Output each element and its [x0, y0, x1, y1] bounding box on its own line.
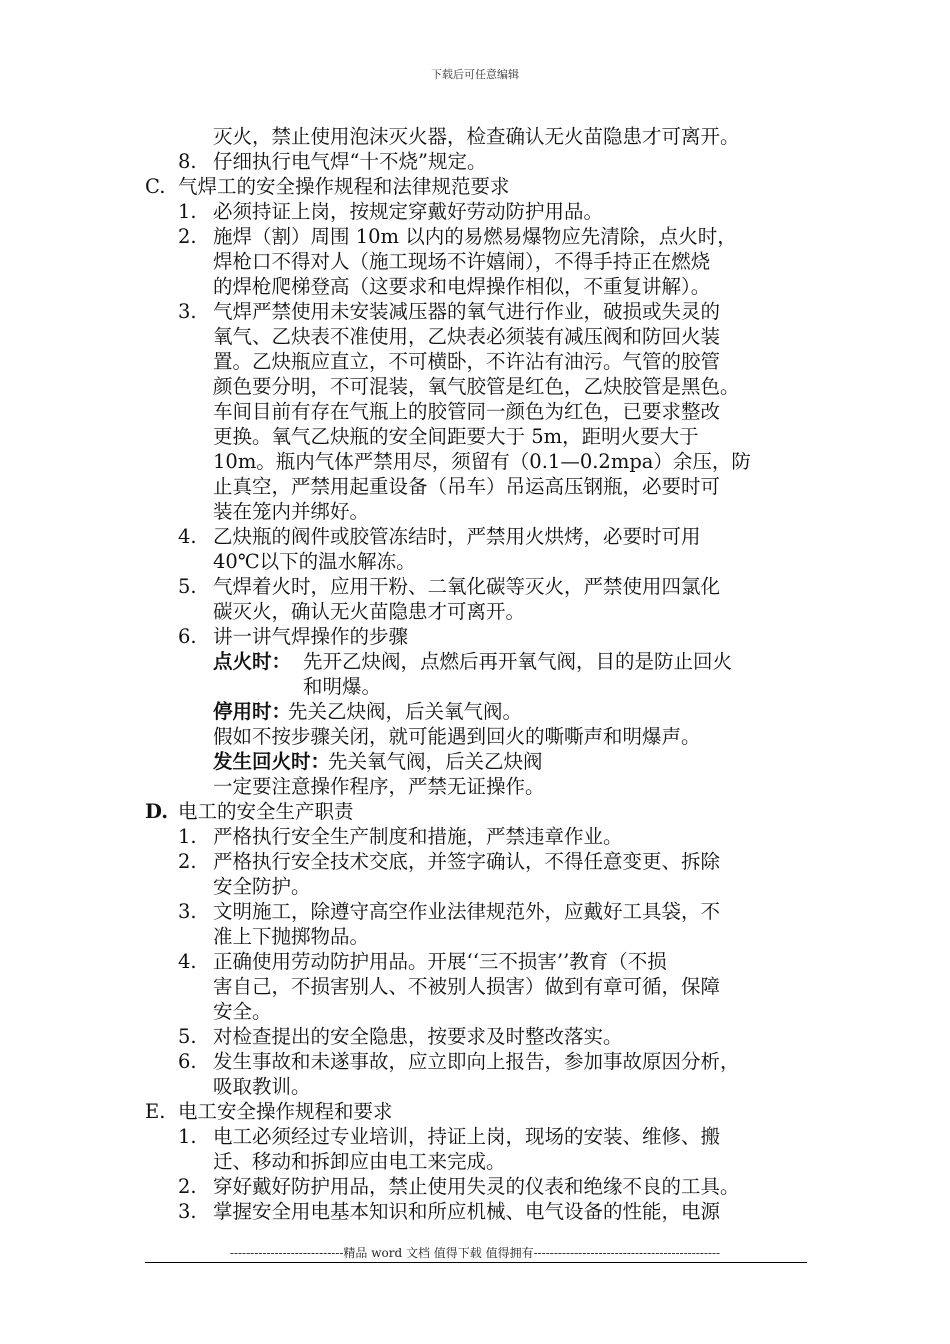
list-item-d2-line: 安全防护。: [213, 875, 311, 898]
list-item-e2: 穿好戴好防护用品，禁止使用失灵的仪表和绝缘不良的工具。: [213, 1175, 740, 1198]
page-header: 下载后可任意编辑: [431, 68, 519, 81]
list-item-d6-line: 吸取教训。: [213, 1075, 311, 1098]
list-item-d4-line: 害自己，不损害别人、不被别人损害）做到有章可循，保障: [213, 975, 721, 998]
section-e-title: 电工安全操作规程和要求: [178, 1100, 393, 1123]
list-item-e1-line: 电工必须经过专业培训，持证上岗，现场的安装、维修、搬: [213, 1125, 721, 1148]
list-number: 5.: [178, 1025, 197, 1048]
list-item-c2-line: 施焊（割）周围 10m 以内的易燃易爆物应先清除，点火时，: [213, 225, 737, 248]
list-item-c2-line: 的焊枪爬梯登高（这要求和电焊操作相似，不重复讲解）。: [213, 275, 711, 298]
list-item-c3-line: 止真空，严禁用起重设备（吊车）吊运高压钢瓶，必要时可: [213, 475, 721, 498]
final-note: 一定要注意操作程序，严禁无证操作。: [213, 775, 545, 798]
list-item-c3-line: 置。乙炔瓶应直立，不可横卧，不许沾有油污。气管的胶管: [213, 350, 721, 373]
list-item-d1: 严格执行安全生产制度和措施，严禁违章作业。: [213, 825, 623, 848]
footer-divider: [145, 1262, 807, 1263]
list-number: 5.: [178, 575, 197, 598]
list-item-c2-line: 焊枪口不得对人（施工现场不许嬉闹），不得手持正在燃烧: [213, 250, 711, 273]
list-number: 6.: [178, 1050, 197, 1073]
stop-label: 停用时：: [213, 700, 292, 723]
list-item-c5-line: 碳灭火，确认无火苗隐患才可离开。: [213, 600, 526, 623]
list-item-c3-line: 装在笼内并绑好。: [213, 500, 370, 523]
list-item-c3-line: 颜色要分明，不可混装，氧气胶管是红色，乙炔胶管是黑色。: [213, 375, 740, 398]
list-item-c3-line: 车间目前有存在气瓶上的胶管同一颜色为红色，已要求整改: [213, 400, 721, 423]
list-number: 4.: [178, 525, 197, 548]
list-item-c3-line: 10m。瓶内气体严禁用尽，须留有（0.1—0.2mpa）余压，防: [213, 450, 751, 473]
list-item-c6: 讲一讲气焊操作的步骤: [213, 625, 409, 648]
list-item-e1-line: 迁、移动和拆卸应由电工来完成。: [213, 1150, 506, 1173]
list-item-e3: 掌握安全用电基本知识和所应机械、电气设备的性能，电源: [213, 1200, 721, 1223]
stop-text: 先关乙炔阀，后关氧气阀。: [288, 700, 523, 723]
ignition-text: 和明爆。: [303, 675, 382, 698]
list-number: 2.: [178, 850, 197, 873]
list-item-d4-line: 安全。: [213, 1000, 272, 1023]
list-item-c3-line: 气焊严禁使用未安装减压器的氧气进行作业，破损或失灵的: [213, 300, 721, 323]
list-item-c5-line: 气焊着火时，应用干粉、二氧化碳等灭火，严禁使用四氯化: [213, 575, 721, 598]
list-item-d3-line: 文明施工，除遵守高空作业法律规范外，应戴好工具袋，不: [213, 900, 721, 923]
list-number: 3.: [178, 1200, 197, 1223]
section-d-title: 电工的安全生产职责: [178, 800, 354, 823]
section-c-title: 气焊工的安全操作规程和法律规范要求: [178, 175, 510, 198]
list-number: 4.: [178, 950, 197, 973]
list-item-d4-line: 正确使用劳动防护用品。开展‘‘三不损害’’教育（不损: [213, 950, 667, 973]
list-number: 3.: [178, 900, 197, 923]
warning-text: 假如不按步骤关闭，就可能遇到回火的嘶嘶声和明爆声。: [213, 725, 701, 748]
list-item-c3-line: 更换。氧气乙炔瓶的安全间距要大于 5m，距明火要大于: [213, 425, 699, 448]
section-c-marker: C.: [145, 175, 166, 198]
list-number: 2.: [178, 1175, 197, 1198]
list-number: 1.: [178, 825, 197, 848]
list-item-c4-line: 40℃以下的温水解冻。: [213, 550, 416, 573]
list-item-d3-line: 准上下抛掷物品。: [213, 925, 370, 948]
list-number: 8.: [178, 150, 197, 173]
list-item-d5: 对检查提出的安全隐患，按要求及时整改落实。: [213, 1025, 623, 1048]
list-item-c3-line: 氧气、乙炔表不准使用，乙炔表必须装有减压阀和防回火装: [213, 325, 721, 348]
page-footer: ----------------------------精品 word 文档 值得下载 值得拥有----------------------------------------------: [229, 1246, 721, 1260]
list-number: 6.: [178, 625, 197, 648]
list-number: 3.: [178, 300, 197, 323]
list-item-c4-line: 乙炔瓶的阀件或胶管冻结时，严禁用火烘烤，必要时可用: [213, 525, 701, 548]
backfire-label: 发生回火时：: [213, 750, 331, 773]
paragraph-line: 灭火，禁止使用泡沫灭火器，检查确认无火苗隐患才可离开。: [213, 125, 740, 148]
section-e-marker: E.: [145, 1100, 166, 1123]
list-item-d2-line: 严格执行安全技术交底，并签字确认，不得任意变更、拆除: [213, 850, 721, 873]
list-number: 1.: [178, 1125, 197, 1148]
list-item-d6-line: 发生事故和未遂事故，应立即向上报告，参加事故原因分析，: [213, 1050, 740, 1073]
ignition-label: 点火时：: [213, 650, 292, 673]
section-d-marker: D.: [145, 800, 169, 823]
ignition-text: 先开乙炔阀，点燃后再开氧气阀，目的是防止回火: [303, 650, 733, 673]
list-item-8: 仔细执行电气焊“十不烧”规定。: [213, 150, 487, 173]
list-item-c1: 必须持证上岗，按规定穿戴好劳动防护用品。: [213, 200, 604, 223]
list-number: 1.: [178, 200, 197, 223]
list-number: 2.: [178, 225, 197, 248]
backfire-text: 先关氧气阀，后关乙炔阀: [328, 750, 543, 773]
